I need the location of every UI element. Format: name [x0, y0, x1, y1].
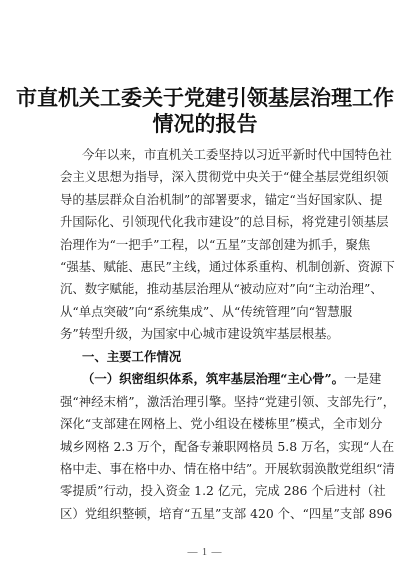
page-number: — 1 —	[187, 547, 223, 558]
document-title-line-2: 情况的报告	[152, 111, 258, 136]
subsection-line: 强“神经末梢”，激活治理引擎。坚持“党建引领、支部先行”，	[60, 393, 396, 409]
intro-line: 务”转型升级，为国家中心城市建设筑牢基层根基。	[60, 326, 339, 342]
intro-line: 沉、数字赋能，推动基层治理从“被动应对”向“主动治理”、	[60, 281, 383, 297]
intro-line: 治理作为“一把手”工程，以“五星”支部创建为抓手，聚焦	[60, 236, 371, 252]
intro-line: 从“单点突破”向“系统集成”、从“传统管理”向“智慧服	[60, 303, 353, 319]
document-title-line-1: 市直机关工委关于党建引领基层治理工作	[16, 85, 394, 110]
section-heading: 一、主要工作情况	[82, 349, 182, 364]
subsection-lead: 一是建	[344, 371, 382, 387]
subsection-heading: （一）织密组织体系，筑牢基层治理“主心骨”。	[82, 371, 345, 387]
intro-line: “强基、赋能、惠民”主线，通过体系重构、机制创新、资源下	[60, 259, 395, 274]
subsection-line: 区）党组织整顿，培育“五星”支部 420 个、“四星”支部 896	[60, 505, 393, 521]
subsection-line: 零提质”行动，投入资金 1.2 亿元，完成 286 个后进村（社	[60, 483, 386, 499]
subsection-line: 深化“支部建在网格上、党小组设在楼栋里”模式，全市划分	[60, 416, 383, 432]
subsection-first-line	[82, 368, 384, 390]
intro-line: 今年以来，市直机关工委坚持以习近平新时代中国特色社	[82, 147, 392, 162]
intro-line: 会主义思想为指导，深入贯彻党中央关于“健全基层党组织领	[60, 169, 389, 185]
intro-line: 升国际化、引领现代化我市建设”的总目标，将党建引领基层	[60, 214, 389, 230]
subsection-line: 格中走、事在格中办、情在格中结”。开展软弱涣散党组织“清	[60, 461, 395, 476]
subsection-line: 城乡网格 2.3 万个，配备专兼职网格员 5.8 万名，实现“人在	[60, 438, 395, 454]
intro-line: 导的基层群众自治机制”的部署要求，锚定“当好国家队、提	[60, 191, 383, 207]
